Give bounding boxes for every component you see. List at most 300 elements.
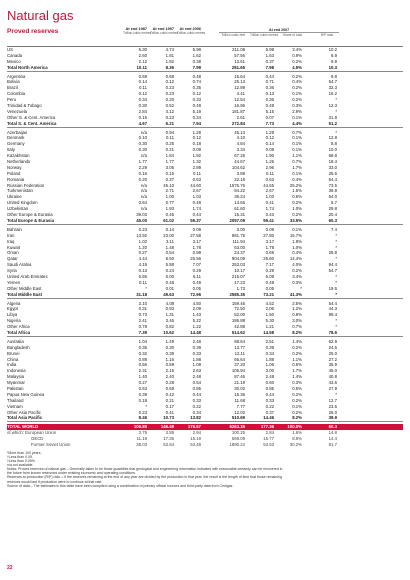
cell-value: 0.1% bbox=[292, 141, 302, 147]
cell-value: 14.48 bbox=[190, 329, 201, 335]
cell-value: 21.19 bbox=[234, 380, 245, 386]
cell-value: 0.56 bbox=[138, 362, 147, 368]
cell-value: 6.09 bbox=[265, 273, 274, 279]
cell-value: 7.07 bbox=[192, 262, 201, 268]
cell-value: 1.6% bbox=[292, 430, 302, 436]
cell-value: 0.6% bbox=[292, 194, 302, 200]
cell-value: 43.6 bbox=[328, 380, 337, 386]
cell-value: 54.0 bbox=[328, 194, 337, 200]
column-header-unit: Trillion cubic metres bbox=[150, 30, 179, 35]
cell-value: 4.84 bbox=[236, 141, 245, 147]
footnote: Reserves-to-production (R/P) ratio – If the reserves remaining at the end of any year are divided by the production in that year, the result is the length of time that those remaining bbox=[7, 475, 282, 480]
cell-value: 0.30 bbox=[165, 344, 174, 350]
cell-value: 0.21 bbox=[165, 397, 174, 403]
cell-value: 0.69 bbox=[138, 73, 147, 79]
cell-value: 11.19 bbox=[136, 436, 147, 442]
cell-value: 0.2% bbox=[292, 212, 302, 218]
cell-value: 27.2 bbox=[328, 356, 337, 362]
cell-value: 5.15 bbox=[265, 108, 274, 114]
cell-value: 44.67 bbox=[234, 159, 245, 165]
column-header-unit: Trillion cubic metres bbox=[123, 30, 152, 35]
cell-value: * bbox=[335, 391, 337, 397]
cell-value: 1.88 bbox=[192, 356, 201, 362]
cell-value: 8.2% bbox=[292, 415, 302, 421]
country-name: Algeria bbox=[7, 300, 21, 306]
cell-value: 66.64 bbox=[234, 356, 245, 362]
cell-value: 10.2 bbox=[328, 47, 337, 52]
cell-value: 38.03 bbox=[136, 442, 147, 447]
country-name: Romania bbox=[7, 176, 25, 182]
country-name: Turkmenistan bbox=[7, 188, 33, 194]
cell-value: 2.84 bbox=[138, 108, 147, 114]
cell-value: 0.20 bbox=[165, 97, 174, 103]
column-header-unit: Trillion cubic feet bbox=[221, 33, 245, 37]
total-row bbox=[7, 292, 403, 299]
cell-value: 0.34 bbox=[265, 350, 274, 356]
country-name: Yemen bbox=[7, 279, 21, 285]
country-name: Canada bbox=[7, 52, 23, 58]
cell-value: 1.26 bbox=[265, 159, 274, 165]
cell-value: 2.89 bbox=[192, 164, 201, 170]
cell-value: 39.9 bbox=[328, 415, 337, 421]
country-name: Other Middle East bbox=[7, 285, 42, 291]
cell-value: 2585.35 bbox=[229, 291, 245, 297]
cell-value: n/a bbox=[141, 182, 147, 188]
cell-value: 0.48 bbox=[192, 73, 201, 79]
cell-value: 1.73 bbox=[236, 285, 245, 291]
cell-value: 2097.09 bbox=[229, 217, 245, 223]
cell-value: 32.3 bbox=[328, 85, 337, 91]
cell-value: 25.2% bbox=[289, 182, 302, 188]
cell-value: 0.2% bbox=[292, 350, 302, 356]
column-header-unit: Trillion cubic metres bbox=[250, 33, 279, 37]
cell-value: 1890.24 bbox=[229, 442, 245, 447]
cell-value: 0.43 bbox=[265, 212, 274, 218]
cell-value: 0.33 bbox=[192, 397, 201, 403]
country-name: Brunei bbox=[7, 350, 20, 356]
cell-value: 1.78 bbox=[265, 244, 274, 250]
cell-value: 0.37 bbox=[265, 58, 274, 64]
cell-value: 51.2 bbox=[328, 120, 337, 126]
cell-value: n/a bbox=[141, 188, 147, 194]
cell-value: 3.34 bbox=[236, 147, 245, 153]
cell-value: 45.13 bbox=[234, 129, 245, 135]
cell-value: 88.64 bbox=[234, 338, 245, 344]
cell-value: 0.1% bbox=[292, 170, 302, 176]
cell-value: 72.50 bbox=[234, 306, 245, 312]
cell-value: n/a bbox=[141, 194, 147, 200]
country-name: Argentina bbox=[7, 73, 26, 79]
cell-value: 7.17 bbox=[265, 262, 274, 268]
cell-value: 2.60 bbox=[138, 52, 147, 58]
cell-value: 7.94 bbox=[192, 120, 201, 126]
cell-value: 1.08 bbox=[192, 362, 201, 368]
cell-value: 159.46 bbox=[231, 300, 245, 306]
cell-value: 6263.35 bbox=[229, 424, 245, 430]
cell-value: 52.00 bbox=[234, 312, 245, 318]
cell-value: 49.63 bbox=[163, 291, 174, 297]
country-name: OECD bbox=[31, 436, 44, 442]
cell-value: 0.30 bbox=[138, 147, 147, 153]
cell-value: 14.58 bbox=[263, 329, 274, 335]
column-group-rule bbox=[219, 32, 339, 33]
country-name: of which: European Union bbox=[7, 430, 57, 436]
cell-value: 1576.76 bbox=[229, 182, 245, 188]
cell-value: 4.50 bbox=[192, 300, 201, 306]
cell-value: 3.05 bbox=[165, 164, 174, 170]
cell-value: 31.18 bbox=[136, 291, 147, 297]
cell-value: 2.67 bbox=[192, 188, 201, 194]
country-name: Egypt bbox=[7, 306, 18, 312]
cell-value: 22.18 bbox=[234, 176, 245, 182]
cell-value: 0.93 bbox=[165, 306, 174, 312]
cell-value: 0.22 bbox=[265, 403, 274, 409]
footnote: *More than 100 years. bbox=[7, 450, 42, 455]
cell-value: 2.48 bbox=[192, 338, 201, 344]
cell-value: 3.89 bbox=[236, 170, 245, 176]
country-name: Kuwait bbox=[7, 244, 20, 250]
cell-value: 10.0 bbox=[328, 147, 337, 153]
cell-value: 19.5 bbox=[328, 285, 337, 291]
cell-value: 2.96 bbox=[265, 164, 274, 170]
cell-value: 5.88 bbox=[165, 262, 174, 268]
footnote: reserves would last if production were to continue at that rate. bbox=[7, 479, 103, 484]
country-name: Other Europe & Eurasia bbox=[7, 212, 53, 218]
cell-value: 7.99 bbox=[192, 64, 201, 70]
country-name: Netherlands bbox=[7, 159, 31, 165]
cell-value: 1.20 bbox=[138, 244, 147, 250]
cell-value: 0.39 bbox=[165, 350, 174, 356]
footnote: ◊Less than 0.05%. bbox=[7, 459, 36, 464]
cell-value: 4.4% bbox=[292, 120, 302, 126]
cell-value: 24.37 bbox=[234, 250, 245, 256]
cell-value: 211.08 bbox=[232, 47, 245, 52]
cell-value: 0.09 bbox=[265, 226, 274, 232]
cell-value: 4.10 bbox=[236, 135, 245, 141]
cell-value: 0.13 bbox=[138, 268, 147, 274]
page-number: 22 bbox=[7, 565, 13, 571]
cell-value: 1.74 bbox=[192, 206, 201, 212]
cell-value: 0.14 bbox=[165, 226, 174, 232]
cell-value: 1.0% bbox=[292, 206, 302, 212]
cell-value: 0.05 bbox=[265, 285, 274, 291]
cell-value: 0.33 bbox=[265, 397, 274, 403]
cell-value: 0.69 bbox=[265, 250, 274, 256]
total-row bbox=[7, 330, 403, 337]
cell-value: 100.25 bbox=[231, 430, 245, 436]
cell-value: 1.7% bbox=[292, 164, 302, 170]
cell-value: * bbox=[300, 285, 302, 291]
cell-value: 0.07 bbox=[265, 114, 274, 120]
country-name: Colombia bbox=[7, 91, 26, 97]
reserves-table bbox=[7, 47, 403, 448]
cell-value: 17.23 bbox=[234, 279, 245, 285]
footnote: †Less than 0.05. bbox=[7, 454, 33, 459]
cell-value: 33.5% bbox=[289, 217, 302, 223]
country-name: Former Soviet Union bbox=[31, 442, 71, 447]
cell-value: 2.29 bbox=[138, 164, 147, 170]
cell-value: 1.90 bbox=[265, 153, 274, 159]
cell-value: 41.3% bbox=[289, 291, 302, 297]
cell-value: 0.11 bbox=[265, 170, 274, 176]
cell-value: 94.4 bbox=[328, 262, 337, 268]
cell-value: 0.09 bbox=[192, 226, 201, 232]
cell-value: 0.54 bbox=[192, 380, 201, 386]
cell-value: 104.62 bbox=[231, 164, 245, 170]
country-name: Thailand bbox=[7, 397, 24, 403]
footnote: the future from known reservoirs under existing economic and operating conditions. bbox=[7, 471, 136, 476]
cell-value: 0.1% bbox=[292, 135, 302, 141]
cell-value: 0.1% bbox=[292, 147, 302, 153]
cell-value: 0.2% bbox=[292, 73, 302, 79]
cell-value: 16.2 bbox=[328, 91, 337, 97]
cell-value: 1.93 bbox=[165, 206, 174, 212]
cell-value: 8.9 bbox=[331, 52, 337, 58]
cell-value: 0.12 bbox=[192, 91, 201, 97]
cell-value: 2.61 bbox=[236, 114, 245, 120]
cell-value: 27.9 bbox=[328, 385, 337, 391]
cell-value: 0.09 bbox=[265, 147, 274, 153]
cell-value: 514.62 bbox=[231, 329, 245, 335]
country-name: Other S. & Cent. America bbox=[7, 114, 56, 120]
cell-value: 60.3 bbox=[328, 424, 337, 430]
cell-value: 0.74 bbox=[192, 79, 201, 85]
cell-value: 67.25 bbox=[234, 153, 245, 159]
cell-value: 2.48 bbox=[265, 374, 274, 380]
cell-value: 78.6 bbox=[328, 329, 337, 335]
cell-value: 72.96 bbox=[190, 291, 201, 297]
cell-value: 27.80 bbox=[263, 232, 274, 238]
country-name: Kazakhstan bbox=[7, 153, 30, 159]
cell-value: 73.5 bbox=[328, 182, 337, 188]
cell-value: * bbox=[335, 279, 337, 285]
cell-value: 0.30 bbox=[138, 103, 147, 109]
cell-value: * bbox=[335, 256, 337, 262]
cell-value: 0.01 bbox=[165, 285, 174, 291]
cell-value: 0.42 bbox=[165, 391, 174, 397]
cell-value: 0.2% bbox=[292, 397, 302, 403]
cell-value: 0.7% bbox=[292, 129, 302, 135]
cell-value: 1.92 bbox=[192, 153, 201, 159]
cell-value: 0.34 bbox=[138, 97, 147, 103]
cell-value: 1.03 bbox=[192, 194, 201, 200]
cell-value: 0.25 bbox=[165, 141, 174, 147]
cell-value: 13.61 bbox=[234, 58, 245, 64]
country-name: Bahrain bbox=[7, 226, 22, 232]
cell-value: 0.27 bbox=[138, 250, 147, 256]
cell-value: 0.2% bbox=[292, 97, 302, 103]
cell-value: 11.68 bbox=[234, 397, 245, 403]
cell-value: 0.49 bbox=[192, 103, 201, 109]
cell-value: 10.73 bbox=[163, 415, 174, 421]
cell-value: 0.2% bbox=[292, 268, 302, 274]
country-name: Mexico bbox=[7, 58, 21, 64]
cell-value: 60.3 bbox=[328, 217, 337, 223]
cell-value: 0.15 bbox=[138, 114, 147, 120]
cell-value: 0.33 bbox=[192, 350, 201, 356]
cell-value: 9.8 bbox=[331, 73, 337, 79]
cell-value: 61.02 bbox=[163, 217, 174, 223]
cell-value: 0.1% bbox=[292, 403, 302, 409]
cell-value: 4.41 bbox=[236, 91, 245, 97]
cell-value: 1.84 bbox=[165, 153, 174, 159]
cell-value: 1.00 bbox=[165, 194, 174, 200]
cell-value: 0.39 bbox=[192, 344, 201, 350]
cell-value: 30.02 bbox=[234, 385, 245, 391]
cell-value: 2.40 bbox=[165, 374, 174, 380]
cell-value: 1.62 bbox=[192, 52, 201, 58]
cell-value: 0.39 bbox=[265, 344, 274, 350]
footnotes bbox=[7, 451, 403, 488]
cell-value: 0.5% bbox=[292, 385, 302, 391]
country-name: Total Africa bbox=[7, 329, 31, 335]
cell-value: 0.18 bbox=[138, 397, 147, 403]
cell-value: 0.16 bbox=[138, 170, 147, 176]
cell-value: 0.36 bbox=[265, 97, 274, 103]
cell-value: 30.2% bbox=[289, 442, 302, 447]
cell-value: 0.4% bbox=[292, 79, 302, 85]
cell-value: 0.73 bbox=[138, 312, 147, 318]
cell-value: 1.4% bbox=[292, 338, 302, 344]
cell-value: 37.20 bbox=[234, 362, 245, 368]
cell-value: 1.82 bbox=[165, 58, 174, 64]
cell-value: 5.30 bbox=[265, 318, 274, 324]
cell-value: 2.12 bbox=[138, 58, 147, 64]
cell-value: 0.69 bbox=[165, 385, 174, 391]
cell-value: 8.9% bbox=[292, 436, 302, 442]
country-name: Saudi Arabia bbox=[7, 262, 32, 268]
cell-value: 15.77 bbox=[263, 436, 274, 442]
cell-value: 176.57 bbox=[187, 424, 201, 430]
country-name: Total Asia Pacific bbox=[7, 415, 43, 421]
cell-value: 62.9 bbox=[328, 338, 337, 344]
cell-value: 0.49 bbox=[192, 279, 201, 285]
cell-value: 2.15 bbox=[165, 368, 174, 374]
cell-value: 0.48 bbox=[165, 279, 174, 285]
cell-value: 253.03 bbox=[231, 262, 245, 268]
cell-value: 0.41 bbox=[165, 409, 174, 415]
cell-value: 2.31 bbox=[138, 368, 147, 374]
cell-value: 0.15 bbox=[165, 170, 174, 176]
cell-value: 0.37 bbox=[165, 176, 174, 182]
cell-value: 0.18 bbox=[192, 141, 201, 147]
cell-value: 2.48 bbox=[192, 374, 201, 380]
cell-value: 6.11 bbox=[192, 273, 201, 279]
cell-value: 1.74 bbox=[265, 206, 274, 212]
country-name: Nigeria bbox=[7, 318, 21, 324]
cell-value: 0.3% bbox=[292, 103, 302, 109]
cell-value: 0.54 bbox=[165, 250, 174, 256]
cell-value: 12.8 bbox=[328, 135, 337, 141]
cell-value: 0.14 bbox=[265, 141, 274, 147]
cell-value: 0.2% bbox=[292, 409, 302, 415]
cell-value: 0.2% bbox=[292, 85, 302, 91]
cell-value: 0.4% bbox=[292, 176, 302, 182]
total-row bbox=[7, 218, 403, 225]
cell-value: * bbox=[335, 318, 337, 324]
country-name: Russian Federation bbox=[7, 182, 45, 188]
cell-value: 0.12 bbox=[165, 79, 174, 85]
cell-value: 81.7 bbox=[328, 442, 337, 447]
cell-value: 2.5% bbox=[292, 300, 302, 306]
cell-value: 3.17 bbox=[265, 238, 274, 244]
cell-value: 7.4 bbox=[331, 226, 337, 232]
cell-value: 0.3% bbox=[292, 380, 302, 386]
country-name: Uzbekistan bbox=[7, 206, 29, 212]
cell-value: 1.77 bbox=[165, 159, 174, 165]
cell-value: 0.1% bbox=[292, 114, 302, 120]
cell-value: 13.92 bbox=[136, 232, 147, 238]
cell-value: 0.14 bbox=[138, 79, 147, 85]
cell-value: 7.39 bbox=[138, 329, 147, 335]
cell-value: 9.9 bbox=[331, 58, 337, 64]
cell-value: 0.20 bbox=[138, 176, 147, 182]
cell-value: 14.4 bbox=[328, 436, 337, 442]
cell-value: 1.02 bbox=[138, 238, 147, 244]
cell-value: 0.38 bbox=[192, 58, 201, 64]
cell-value: 0.05 bbox=[192, 285, 201, 291]
cell-value: 15.19 bbox=[190, 436, 201, 442]
cell-value: 25.60 bbox=[263, 256, 274, 262]
cell-value: 981.75 bbox=[231, 232, 245, 238]
cell-value: 3.00 bbox=[265, 368, 274, 374]
cell-value: 4.12 bbox=[165, 108, 174, 114]
cell-value: 0.22 bbox=[192, 403, 201, 409]
cell-value: 4.52 bbox=[265, 300, 274, 306]
cell-value: 0.33 bbox=[192, 97, 201, 103]
cell-value: 25.13 bbox=[234, 79, 245, 85]
cell-value: 7.77 bbox=[236, 403, 245, 409]
cell-value: 15.31 bbox=[234, 212, 245, 218]
cell-value: 1.31 bbox=[165, 312, 174, 318]
cell-value: 0.24 bbox=[165, 268, 174, 274]
cell-value: 40.8 bbox=[328, 374, 337, 380]
cell-value: 44.65 bbox=[263, 182, 274, 188]
country-name: Australia bbox=[7, 338, 24, 344]
cell-value: 39.03 bbox=[136, 212, 147, 218]
cell-value: 15.64 bbox=[234, 73, 245, 79]
cell-value: 3.10 bbox=[138, 300, 147, 306]
column-header bbox=[150, 27, 179, 35]
cell-value: 4.44 bbox=[138, 256, 147, 262]
cell-value: 59.41 bbox=[263, 217, 274, 223]
cell-value: 0.39 bbox=[138, 391, 147, 397]
cell-value: 20.4 bbox=[328, 212, 337, 218]
cell-value: 99.4 bbox=[328, 312, 337, 318]
cell-value: * bbox=[335, 129, 337, 135]
cell-value: 7.73 bbox=[265, 120, 274, 126]
cell-value: 1.8% bbox=[292, 238, 302, 244]
country-name: Germany bbox=[7, 141, 25, 147]
cell-value: 2.71 bbox=[165, 188, 174, 194]
cell-value: 28.8 bbox=[328, 250, 337, 256]
column-header bbox=[177, 27, 206, 35]
country-name: Oman bbox=[7, 250, 19, 256]
cell-value: 0.71 bbox=[265, 79, 274, 85]
cell-value: 33.0 bbox=[328, 164, 337, 170]
cell-value: 5.98 bbox=[265, 47, 274, 52]
cell-value: 0.10 bbox=[138, 135, 147, 141]
column-header-year: At end 1997 bbox=[152, 27, 174, 31]
cell-value: 54.7 bbox=[328, 268, 337, 274]
country-name: Norway bbox=[7, 164, 22, 170]
cell-value: 0.60 bbox=[265, 380, 274, 386]
cell-value: 0.12 bbox=[192, 135, 201, 141]
cell-value: 3.4% bbox=[292, 47, 302, 52]
cell-value: 10.11 bbox=[136, 64, 147, 70]
cell-value: 1.81 bbox=[165, 52, 174, 58]
country-name: Indonesia bbox=[7, 368, 26, 374]
